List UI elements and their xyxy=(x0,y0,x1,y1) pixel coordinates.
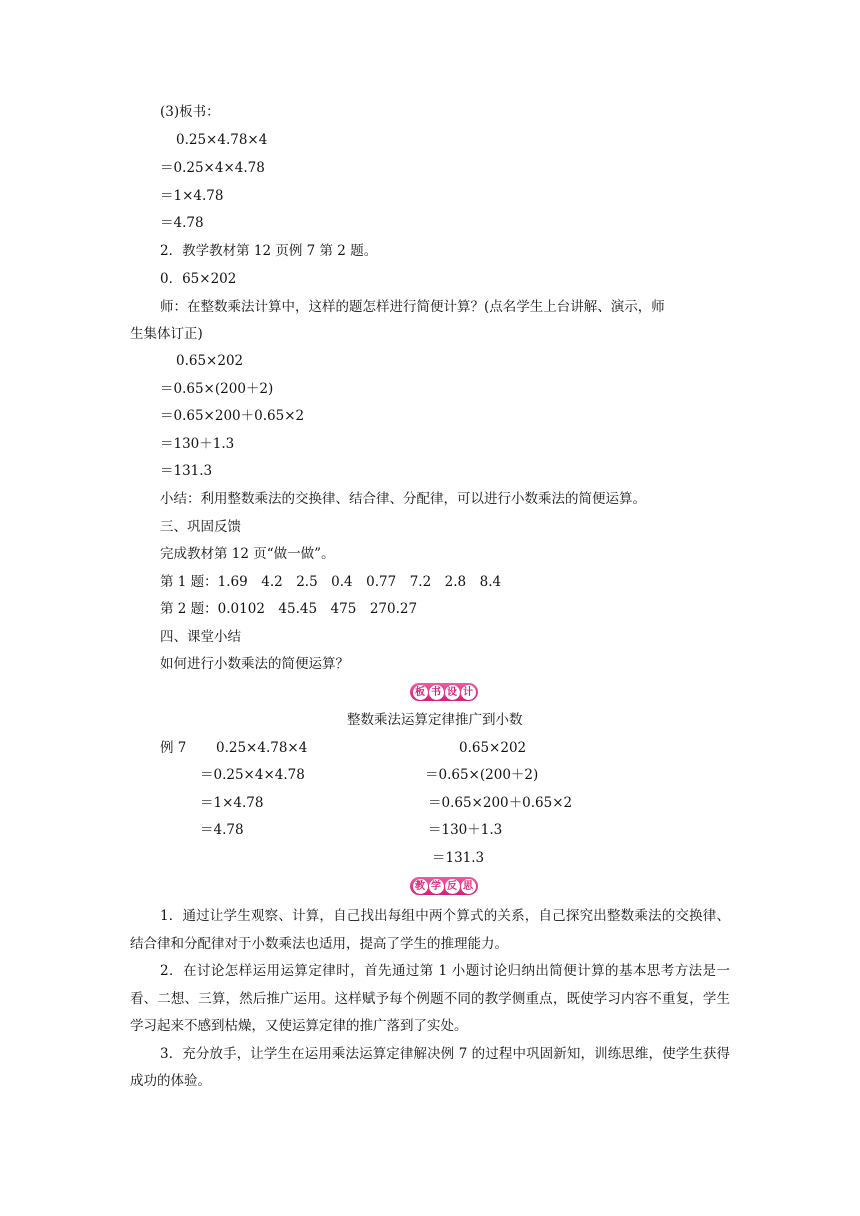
ex1-line-2: ＝0.25×4×4.78 xyxy=(160,160,265,176)
answers-question-2: 第 2 题：0.0102 45.45 475 270.27 xyxy=(160,601,418,617)
reflection-paragraphs xyxy=(130,903,730,1096)
ex2-line-5: ＝131.3 xyxy=(160,463,213,479)
board-right-line-2: ＝0.65×(200＋2) xyxy=(425,767,539,783)
board-left-line-4: ＝4.78 xyxy=(200,822,244,838)
badge-char: 设 xyxy=(445,685,460,700)
board-example-label: 例 7 xyxy=(160,740,187,756)
teacher-prompt-line-2: 生集体订正) xyxy=(130,326,203,342)
board-title: 整数乘法运算定律推广到小数 xyxy=(347,712,523,728)
board-right-line-1: 0.65×202 xyxy=(459,740,527,756)
step3-heading: (3)板书： xyxy=(160,104,220,120)
badge-char: 反 xyxy=(445,879,460,894)
badge-char: 板 xyxy=(413,685,428,700)
section3-task: 完成教材第 12 页“做一做”。 xyxy=(160,546,335,562)
teaching-reflection-badge xyxy=(410,877,478,895)
section4-heading: 四、课堂小结 xyxy=(160,629,241,645)
board-right-line-3: ＝0.65×200＋0.65×2 xyxy=(428,795,573,811)
answers-question-1: 第 1 题：1.69 4.2 2.5 0.4 0.77 7.2 2.8 8.4 xyxy=(160,574,502,590)
ex2-line-4: ＝130＋1.3 xyxy=(160,436,235,452)
section4-question: 如何进行小数乘法的简便运算？ xyxy=(160,656,349,672)
badge-char: 计 xyxy=(461,685,476,700)
ex2-line-3: ＝0.65×200＋0.65×2 xyxy=(160,408,305,424)
reflection-paragraph-2: 2．在讨论怎样运用运算定律时，首先通过第 1 小题讨论归纳出简便计算的基本思考方法是一看、二想、三算，然后推广运用。这样赋予每个例题不同的教学侧重点，既使学习内容不重复，学生学习起来不感到枯燥，又使运算定律的推广落到了实处。 xyxy=(130,963,730,1034)
board-design-badge xyxy=(410,683,478,701)
reflection-paragraph-3: 3．充分放手，让学生在运用乘法运算定律解决例 7 的过程中巩固新知，训练思维，使学生获得成功的体验。 xyxy=(130,1045,730,1089)
badge-char: 思 xyxy=(461,879,476,894)
board-left-line-3: ＝1×4.78 xyxy=(200,795,264,811)
ex1-line-4: ＝4.78 xyxy=(160,215,204,231)
ex2-line-1: 0.65×202 xyxy=(176,353,244,369)
item2-expression: 0．65×202 xyxy=(160,271,237,287)
ex1-line-3: ＝1×4.78 xyxy=(160,188,224,204)
badge-char: 书 xyxy=(429,685,444,700)
reflection-paragraph-1: 1．通过让学生观察、计算，自己找出每组中两个算式的关系，自己探究出整数乘法的交换律、结合律和分配律对于小数乘法也适用，提高了学生的推理能力。 xyxy=(130,908,730,952)
ex2-line-2: ＝0.65×(200＋2) xyxy=(160,381,274,397)
summary: 小结：利用整数乘法的交换律、结合律、分配律，可以进行小数乘法的简便运算。 xyxy=(160,491,646,507)
board-left-line-2: ＝0.25×4×4.78 xyxy=(200,767,305,783)
board-left-line-1: 0.25×4.78×4 xyxy=(216,740,308,756)
item2-title: 2．教学教材第 12 页例 7 第 2 题。 xyxy=(160,243,378,259)
badge-char: 学 xyxy=(429,879,444,894)
board-right-line-4: ＝130＋1.3 xyxy=(428,822,503,838)
board-right-line-5: ＝131.3 xyxy=(432,850,485,866)
teacher-prompt-line-1: 师：在整数乘法计算中，这样的题怎样进行简便计算？(点名学生上台讲解、演示，师 xyxy=(160,299,665,315)
badge-char: 教 xyxy=(413,879,428,894)
section3-heading: 三、巩固反馈 xyxy=(160,519,241,535)
ex1-line-1: 0.25×4.78×4 xyxy=(176,132,268,148)
